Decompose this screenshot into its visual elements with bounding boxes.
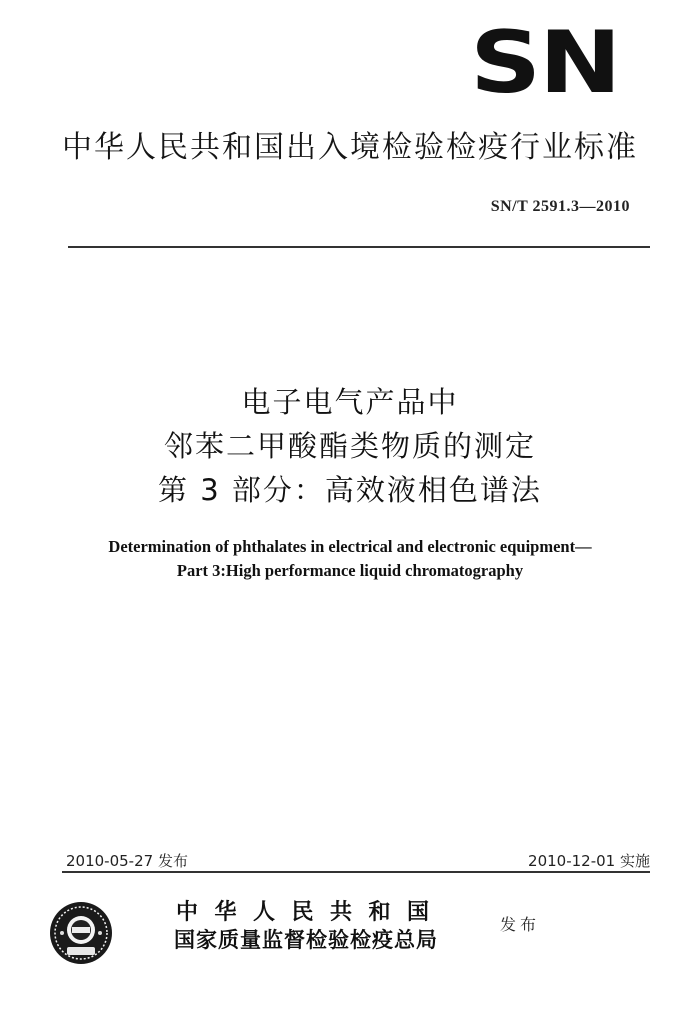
sn-logo: SN [470,13,620,113]
chinese-title-line-3: 第 3 部分：高效液相色谱法 [158,473,542,507]
english-title-line-2: Part 3:High performance liquid chromatography [176,561,524,580]
industry-standard-title: 中华人民共和国出入境检验检疫行业标准 [62,130,638,165]
issue-word: 发布 [500,915,541,934]
chinese-title-line-1: 电子电气产品中 [241,385,459,419]
standard-number: SN/T 2591.3—2010 [490,198,630,215]
aqsiq-seal-icon [48,900,114,966]
issue-date: 2010-05-27 发布 [66,852,188,870]
issuer-country: 中华人民共和国 [176,899,446,925]
issuer-authority: 国家质量监督检验检疫总局 [174,927,438,952]
chinese-title-line-2: 邻苯二甲酸酯类物质的测定 [163,429,536,463]
footer-divider [62,871,650,873]
header-divider [68,246,650,248]
english-title-line-1: Determination of phthalates in electrical and electronic equipment— [108,537,592,556]
implementation-date: 2010-12-01 实施 [528,852,650,870]
